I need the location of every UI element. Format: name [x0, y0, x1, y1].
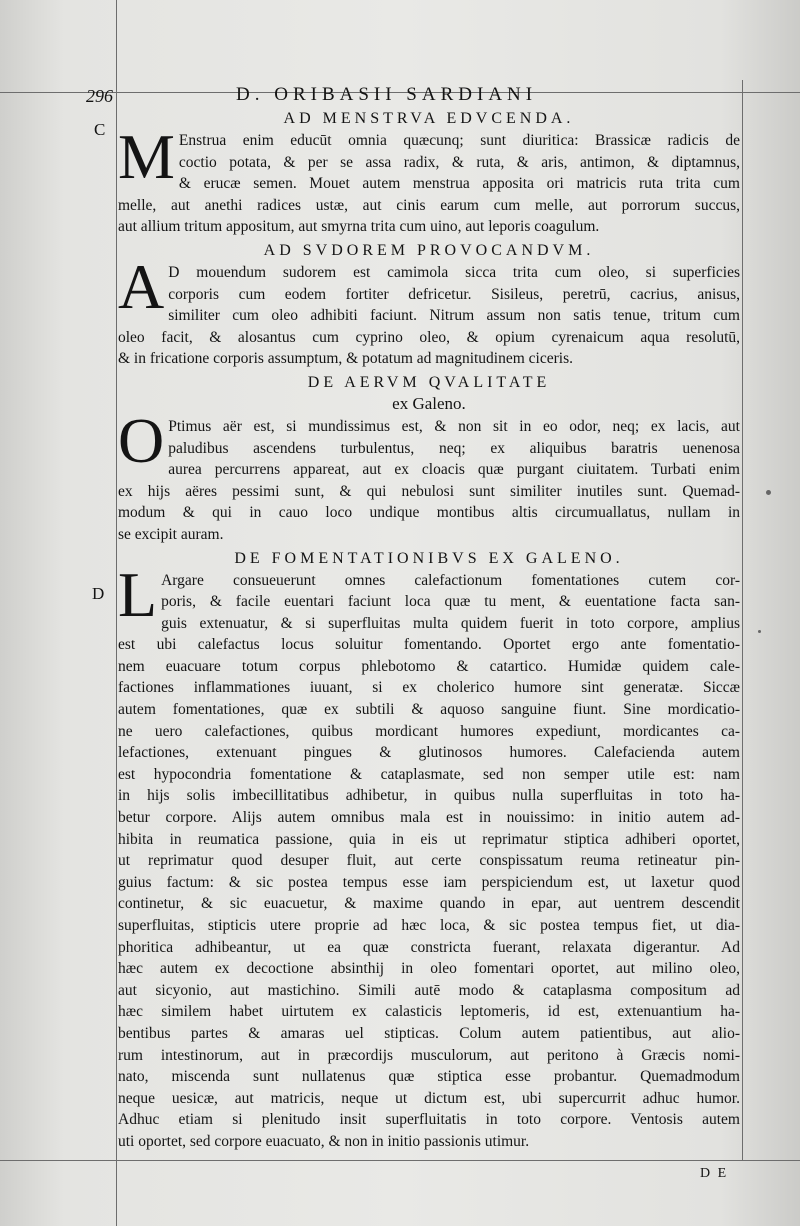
text-line: corporis cum eodem fortiter defricetur. Sisileus, peretrū, cacrius, anisus, [168, 285, 740, 303]
text-line: factiones inflammationes iuuant, si ex cholerico humore sint generatæ. Siccæ [118, 679, 740, 697]
text-line: melle, aut anethi radices ustæ, aut cinis earum cum melle, aut porrorum succus, [118, 196, 740, 214]
text-line: neque uesicæ, aut matricis, neque ut dictum est, ubi supercurrit adhuc humor. [118, 1089, 740, 1107]
text-line: hæc similem habet uirtutem ex calasticis leptomeris, id est, extenuantium ha- [118, 1003, 740, 1021]
right-column-rule [742, 80, 743, 1160]
section-paragraph [118, 121, 740, 238]
section-paragraph [118, 404, 740, 546]
text-line: superfluitas, stipticis utere proprie ad hæc loca, & sic postea tempus fiet, ut dia- [118, 917, 740, 934]
margin-letter-c: C [94, 120, 107, 139]
text-line: Argare consueuerunt omnes calefactionum fomentationes cutem cor- [161, 571, 740, 589]
section-subheading: ex Galeno. [392, 393, 466, 413]
text-line: phoritica adhibeantur, ut ea quæ constricta fuerant, relaxata digerantur. Ad [118, 938, 740, 956]
text-line: paludibus ascendens turbulentus, neq; ex aliquibus baratris uenenosa [168, 439, 740, 457]
text-line: Adhuc etiam si plenitudo insit superfluitatis in toto corpore. Ventosis autem [118, 1111, 740, 1129]
text-line: in hijs solis imbecillitatibus adhibetur, in quibus nulla superfluitas in toto ha- [118, 787, 740, 805]
catchword: D E [700, 1166, 729, 1181]
page-number: 296 [86, 86, 113, 106]
text-line: hæc autem ex decoctione absinthij in oleo fomentari oportet, aut milino oleo, [118, 960, 740, 978]
text-line: ne uero calefactiones, quibus mordicant humores expediunt, mordicantes ca- [118, 722, 740, 740]
text-line: guis extenuatur, & si superfluitas multa quidem fuerit in toto corpore, amplius [161, 614, 740, 632]
text-line: & in fricatione corporis assumptum, & potatum ad magnitudinem ciceris. [118, 350, 573, 368]
text-line: ut reprimatur quod desuper fluit, aut certe conspissatum reuma retineatur pin- [118, 852, 740, 870]
text-line: rum intestinorum, aut in præcordijs musculorum, aut peritono à Græcis nomi- [118, 1046, 740, 1064]
text-line: bentibus partes & amaras uel stipticas. Colum autem patientibus, aut alio- [118, 1024, 740, 1042]
text-line: poris, & facile euentari faciunt loca quæ tu ment, & euentatione facta san- [161, 593, 740, 611]
text-line: guius factum: & sic postea tempus esse iam perspiciendum est, ut laxetur quod [118, 873, 740, 891]
text-line: lefactiones, extenuant pingues & glutinosos humores. Calefacienda autem [118, 744, 740, 762]
scan-speck [758, 630, 761, 633]
text-line: modum & qui in cauo loco undique montibus altis circumuallatus, nullam in [118, 504, 740, 522]
text-line: coctio potata, & per se assa radix, & ruta, & aris, antimon, & diptamnus, [178, 153, 740, 171]
text-line: aurea percurrens appareat, aut ex cloacis quæ purgant ciuitatem. Turbati enim [168, 461, 740, 479]
text-line: hibita in reumatica passione, quia in eis ut reprimatur stiptica adhiberi oportet, [118, 830, 740, 848]
text-line: se excipit auram. [118, 525, 224, 543]
running-title: D. ORIBASII SARDIANI [236, 84, 538, 105]
text-line: est hypocondria fomentatione & cataplasmate, sed non semper utile est: nam [118, 765, 740, 783]
section-heading: AD SVDOREM PROVOCANDVM. [263, 241, 595, 259]
text-line: Ptimus aër est, si mundissimus est, & non sit in eo odor, neq; ex lacis, aut [168, 417, 740, 435]
section-heading: DE FOMENTATIONIBVS EX GALENO. [234, 549, 624, 567]
section-menstrua [118, 108, 740, 238]
drop-cap: L [118, 558, 158, 630]
text-line: betur corpore. Alijs autem omnibus mala est in nouissimo: in initio autem ad- [118, 809, 740, 827]
section-heading: AD MENSTRVA EDVCENDA. [283, 110, 575, 127]
drop-cap: O [118, 404, 165, 476]
text-line: continetur, & sic euacuetur, & maxime quando in epar, aut uentrem descendit [118, 895, 740, 913]
section-fomentationibus [118, 548, 740, 1153]
text-line: & erucæ semen. Mouet autem menstrua apposita ori matricis ruta trita cum [178, 175, 740, 193]
text-line: ex hijs aëres pessimi sunt, & qui nebulosi sunt similiter inutiles sunt. Quemad- [118, 482, 740, 500]
section-heading: DE AERVM QVALITATE [307, 373, 551, 391]
text-line: Enstrua enim educūt omnia quæcunq; sunt diuritica: Brassicæ radicis de [178, 132, 740, 149]
bottom-rule [0, 1160, 800, 1161]
margin-letter-d: D [92, 584, 106, 603]
text-line: aut allium tritum appositum, aut smyrna trita cum uino, aut leporis coagulum. [118, 218, 600, 236]
text-line: oleo facit, & alosantus cum cyprino oleo, & opium cyrenaicum aqua resolutū, [118, 328, 740, 346]
drop-cap: M [118, 121, 175, 192]
scan-speck [766, 490, 771, 495]
left-column-rule [116, 0, 117, 1226]
text-line: similiter cum oleo adhibiti faciunt. Nitrum assum non satis tenue, tritum cum [168, 307, 740, 325]
section-aerum [118, 372, 740, 546]
text-line: D mouendum sudorem est camimola sicca trita cum oleo, si superficies [168, 263, 740, 281]
bleed-through-right [744, 110, 800, 810]
text-column [118, 106, 740, 1155]
text-line: nem euacuare totum corpus phlebotomo & catartico. Humidæ quidem cale- [118, 657, 740, 675]
text-line: est ubi calefactus locus soluitur fomentando. Oportet ergo ante fomentatio- [118, 636, 740, 654]
section-sudorem [118, 240, 740, 370]
text-line: autem fomentationes, quæ ex subtili & aquoso sanguine fiunt. Sine mordicatio- [118, 701, 740, 719]
bleed-through-left [0, 680, 116, 740]
drop-cap: A [118, 250, 165, 322]
text-line: uti oportet, sed corpore euacuato, & non in initio passionis utimur. [118, 1132, 530, 1150]
text-line: aut sicyonio, aut mastichino. Simili autē modo & cataplasma compositum ad [118, 981, 740, 999]
text-line: nato, miscenda sunt nullatenus quæ stiptica esse probantur. Quemadmodum [118, 1068, 740, 1086]
